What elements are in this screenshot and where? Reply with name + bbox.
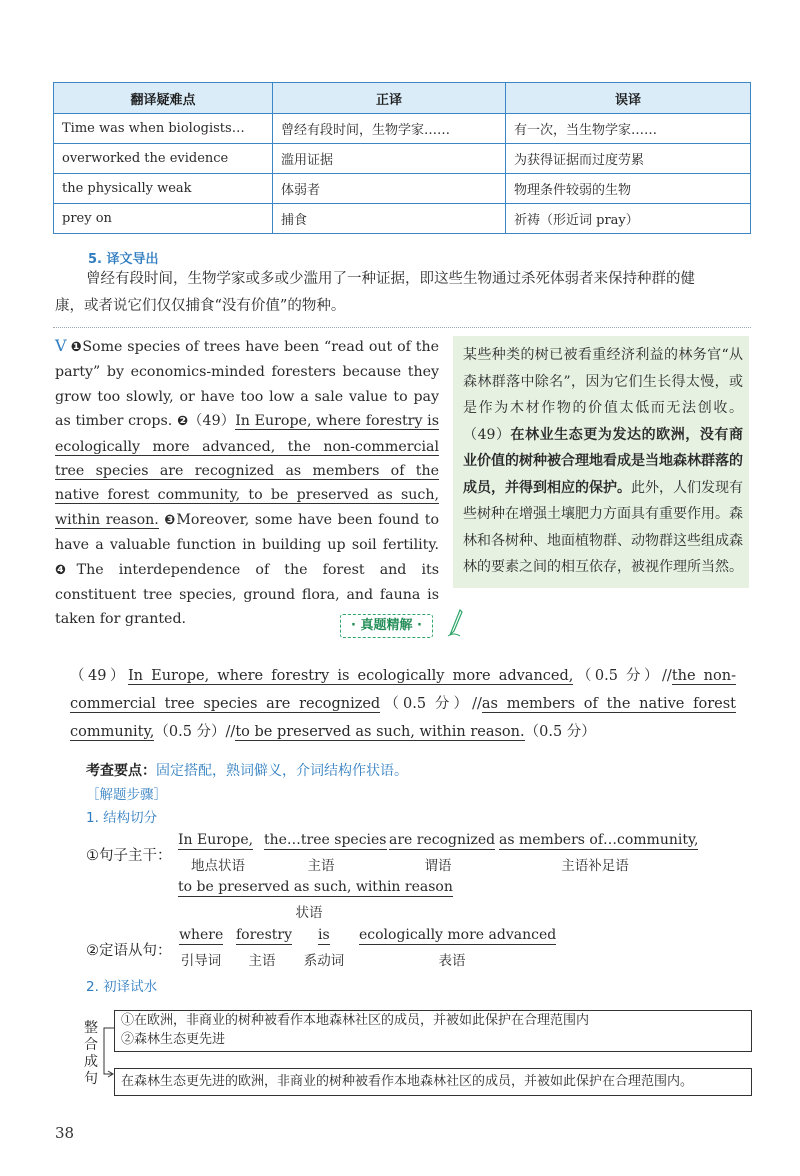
segment-role: 表语 [438,953,466,969]
table-cell: 有一次，当生物学家…… [506,114,751,144]
chunk-4: to be preserved as such, within reason. [235,724,525,740]
segment-role: 主语 [307,858,335,874]
translation-part-1: 某些种类的树已被看重经济利益的林务官“从森林群落中除名”，因为它们生长得太慢，或是作为木材作物的价值太低而无法创收。（49） [463,347,743,443]
table-cell: 捕食 [273,204,506,234]
table-row [54,114,751,144]
clause-segment: to be preserved as such, within reason [178,879,453,895]
segment-role: 主语补足语 [561,858,629,874]
chunk-1: In Europe, where forestry is ecologically more advanced, [127,668,574,684]
sentence-3: Moreover, some have been found to have a valuable function in building up soil fertility. [55,511,440,554]
clause-segment: as members of…community, [499,832,699,848]
draft-translation-box [114,1010,752,1052]
final-translation: 在森林生态更先进的欧洲，非商业的树种被看作本地森林社区的成员，并被如此保护在合理范围内。 [121,1074,694,1089]
draft-line-2: ②森林生态更先进 [121,1032,226,1047]
table-cell: the physically weak [54,174,273,204]
table-cell: 祈祷（形近词 pray） [506,204,751,234]
divider [53,327,751,328]
clause-segment: forestry [236,927,292,943]
table-cell: overworked the evidence [54,144,273,174]
table-row [54,204,751,234]
english-passage [55,334,439,632]
segment-role: 系动词 [303,953,345,969]
sentence-marker: ❹ [55,562,77,578]
sentence-marker: ❷ [176,414,189,430]
chinese-translation-box [453,336,749,588]
analysis-sentence [70,662,736,746]
segment-role: 地点状语 [191,858,245,874]
chunk-2: the non-commercial tree species are recognized [70,668,736,712]
table-row [54,144,751,174]
final-translation-box [114,1068,752,1096]
segment-role: 引导词 [180,953,222,969]
sentence-4: The interdependence of the forest and its constituent tree species, ground flora, and fauna is taken for granted. [55,561,439,628]
sentence-marker: ❸ [164,512,177,528]
draft-line-1: ①在欧洲，非商业的树种被看作本地森林社区的成员，并被如此保护在合理范围内 [121,1013,590,1028]
table-header-cell: 翻译疑难点 [54,83,273,114]
score: （0.5 分） [524,724,596,740]
clause-segment: the…tree species [264,832,387,848]
clause-segment: are recognized [389,832,496,848]
section-5-line-2: 康，或者说它们仅仅捕食“没有价值”的物种。 [55,298,346,314]
chunk-3: as members of the native forest community, [70,696,737,740]
segment-role: 状语 [295,905,323,921]
section-5-heading: 5. 译文导出 [88,252,159,267]
relative-clause-label: ②定语从句： [86,943,172,959]
main-clause-label: ①句子主干： [86,848,172,864]
step-2-heading: 2. 初译试水 [86,979,158,995]
steps-title: ［解题步骤］ [86,787,167,803]
section-5-line-1: 曾经有段时间，生物学家或多或少滥用了一种证据，即这些生物通过杀死体弱者来保持种群的健 [86,271,695,287]
table-cell: 为获得证据而过度劳累 [506,144,751,174]
page-number: 38 [55,1124,75,1142]
table-cell: Time was when biologists… [54,114,273,144]
clause-segment: where [179,927,224,943]
clause-segment: ecologically more advanced [359,927,557,943]
clause-segment: is [318,927,330,943]
key-points-label: 考查要点： [86,763,156,779]
table-row [54,174,751,204]
score: （0.5 分）// [154,724,236,740]
score: （0.5 分）// [573,668,672,684]
pen-icon [446,608,464,638]
key-points-value: 固定搭配，熟词僻义，介词结构作状语。 [156,763,408,779]
segment-role: 谓语 [424,858,452,874]
table-header-cell: 正译 [273,83,506,114]
integrate-label: 整合成句 [84,1020,98,1087]
translation-bold: 在林业生态更为发达的欧洲，没有商业价值的树种被合理地看成是当地森林群落的成员，并得到相应的保护。 [463,426,743,496]
table-cell: 体弱者 [273,174,506,204]
table-cell: 曾经有段时间，生物学家…… [273,114,506,144]
sentence-marker: ❶ [70,340,83,355]
question-number: （49） [70,668,128,684]
key-points [86,760,408,780]
table-cell: prey on [54,204,273,234]
table-cell: 滥用证据 [273,144,506,174]
section-banner: · 真题精解 · [340,614,433,638]
table-header-row [54,83,751,114]
step-1-heading: 1. 结构切分 [86,810,158,826]
table-header-cell: 误译 [506,83,751,114]
score: （0.5 分）// [380,696,482,712]
passage-number: V [55,336,67,355]
table-cell: 物理条件较弱的生物 [506,174,751,204]
sentence-1: Some species of trees have been “read out of the party” by economics-minded foresters because they grow too slowly, or have too low a sale value to pay as timber crops. [55,339,439,430]
translation-difficulty-table [53,82,751,234]
clause-segment: In Europe, [178,832,254,848]
sentence-2-underlined: In Europe, where forestry is ecologically more advanced, the non-commercial tree species are recognized as members of the native forest community, to be preserved as such, within reason. [55,413,439,528]
segment-role: 主语 [248,953,276,969]
translation-part-2: 此外，人们发现有些树种在增强土壤肥力方面具有重要作用。森林和各树种、地面植物群、动物群这些组成森林的要素之间的相互依存，被视作理所当然。 [463,479,743,575]
question-number: （49） [188,413,236,430]
